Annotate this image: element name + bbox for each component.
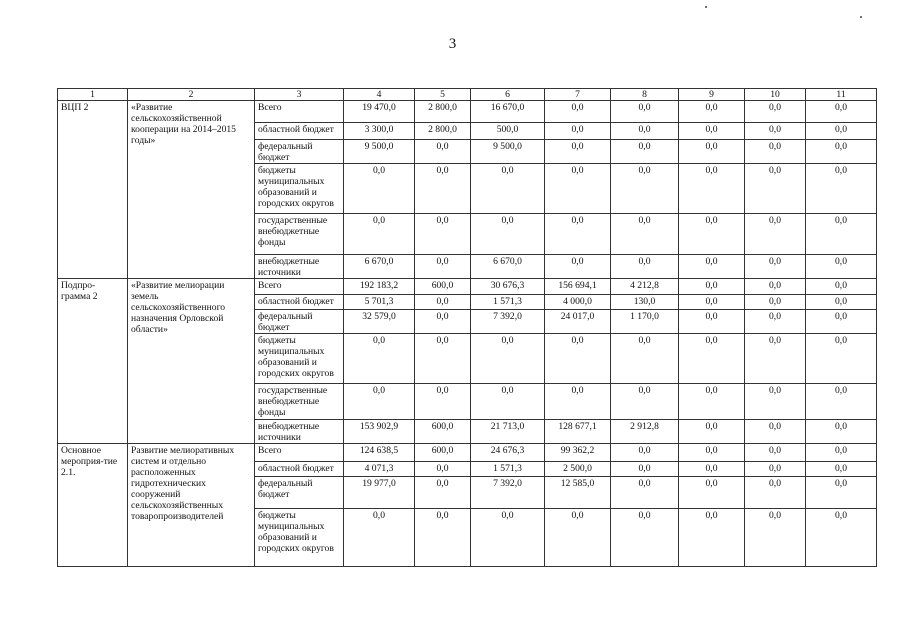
amount-cell: 0,0 (415, 140, 471, 164)
amount-cell: 0,0 (679, 255, 745, 279)
amount-cell: 0,0 (415, 334, 471, 384)
amount-cell: 0,0 (745, 420, 806, 444)
funding-source-cell: государственные внебюджетные фонды (255, 384, 344, 420)
amount-cell: 0,0 (679, 384, 745, 420)
amount-cell: 0,0 (806, 279, 877, 295)
funding-source-cell: внебюджетные источники (255, 420, 344, 444)
amount-cell: 0,0 (545, 164, 611, 214)
amount-cell: 4 071,3 (344, 462, 415, 477)
column-number: 2 (128, 89, 255, 101)
amount-cell: 6 670,0 (471, 255, 545, 279)
amount-cell: 0,0 (679, 140, 745, 164)
amount-cell: 0,0 (415, 255, 471, 279)
amount-cell: 128 677,1 (545, 420, 611, 444)
funding-source-cell: областной бюджет (255, 295, 344, 310)
amount-cell: 0,0 (679, 279, 745, 295)
amount-cell: 0,0 (679, 509, 745, 567)
funding-source-cell: бюджеты муниципальных образований и городских округов (255, 509, 344, 567)
amount-cell: 0,0 (344, 214, 415, 255)
program-code-cell: Основное мероприя-тие 2.1. (58, 444, 128, 567)
column-number-row (58, 89, 877, 101)
amount-cell: 0,0 (806, 164, 877, 214)
amount-cell: 0,0 (415, 477, 471, 509)
amount-cell: 0,0 (415, 295, 471, 310)
scan-speck (705, 6, 707, 8)
amount-cell: 0,0 (344, 384, 415, 420)
amount-cell: 32 579,0 (344, 310, 415, 334)
amount-cell: 0,0 (611, 255, 679, 279)
amount-cell: 0,0 (611, 214, 679, 255)
amount-cell: 7 392,0 (471, 310, 545, 334)
scan-speck (860, 16, 862, 18)
column-number: 11 (806, 89, 877, 101)
table-row (58, 101, 877, 123)
amount-cell: 19 470,0 (344, 101, 415, 123)
page-number: 3 (448, 36, 457, 52)
program-name-cell: «Развитие мелиорации земель сельскохозяйственного назначения Орловской области» (128, 279, 255, 444)
amount-cell: 0,0 (344, 509, 415, 567)
column-number: 1 (58, 89, 128, 101)
amount-cell: 2 500,0 (545, 462, 611, 477)
amount-cell: 500,0 (471, 123, 545, 140)
amount-cell: 0,0 (415, 164, 471, 214)
amount-cell: 0,0 (745, 509, 806, 567)
program-name-cell: Развитие мелиоративных систем и отдельно расположенных гидротехнических сооружений сельскохозяйственных товаропроизводителей (128, 444, 255, 567)
amount-cell: 0,0 (679, 164, 745, 214)
amount-cell: 0,0 (611, 101, 679, 123)
funding-source-cell: внебюджетные источники (255, 255, 344, 279)
amount-cell: 0,0 (806, 420, 877, 444)
program-code-cell: Подпро-грамма 2 (58, 279, 128, 444)
amount-cell: 0,0 (471, 384, 545, 420)
amount-cell: 0,0 (806, 334, 877, 384)
budget-table (57, 88, 877, 567)
amount-cell: 124 638,5 (344, 444, 415, 462)
amount-cell: 0,0 (679, 295, 745, 310)
amount-cell: 0,0 (745, 334, 806, 384)
amount-cell: 0,0 (471, 214, 545, 255)
amount-cell: 600,0 (415, 279, 471, 295)
amount-cell: 0,0 (471, 334, 545, 384)
amount-cell: 0,0 (745, 310, 806, 334)
amount-cell: 2 800,0 (415, 101, 471, 123)
amount-cell: 0,0 (679, 123, 745, 140)
amount-cell: 0,0 (611, 140, 679, 164)
amount-cell: 0,0 (679, 214, 745, 255)
amount-cell: 0,0 (611, 509, 679, 567)
amount-cell: 16 670,0 (471, 101, 545, 123)
amount-cell: 0,0 (806, 101, 877, 123)
amount-cell: 1 170,0 (611, 310, 679, 334)
amount-cell: 0,0 (745, 477, 806, 509)
amount-cell: 0,0 (611, 334, 679, 384)
funding-source-cell: Всего (255, 101, 344, 123)
funding-source-cell: федеральный бюджет (255, 310, 344, 334)
amount-cell: 4 212,8 (611, 279, 679, 295)
amount-cell: 0,0 (745, 279, 806, 295)
amount-cell: 19 977,0 (344, 477, 415, 509)
amount-cell: 0,0 (806, 477, 877, 509)
amount-cell: 153 902,9 (344, 420, 415, 444)
amount-cell: 0,0 (806, 255, 877, 279)
amount-cell: 156 694,1 (545, 279, 611, 295)
amount-cell: 600,0 (415, 420, 471, 444)
amount-cell: 0,0 (745, 164, 806, 214)
amount-cell: 5 701,3 (344, 295, 415, 310)
amount-cell: 0,0 (611, 462, 679, 477)
amount-cell: 0,0 (471, 164, 545, 214)
funding-source-cell: государственные внебюджетные фонды (255, 214, 344, 255)
amount-cell: 12 585,0 (545, 477, 611, 509)
amount-cell: 0,0 (545, 214, 611, 255)
amount-cell: 0,0 (806, 384, 877, 420)
amount-cell: 2 912,8 (611, 420, 679, 444)
amount-cell: 0,0 (471, 509, 545, 567)
amount-cell: 30 676,3 (471, 279, 545, 295)
column-number: 6 (471, 89, 545, 101)
amount-cell: 0,0 (806, 295, 877, 310)
amount-cell: 0,0 (679, 444, 745, 462)
column-number: 10 (745, 89, 806, 101)
funding-source-cell: бюджеты муниципальных образований и городских округов (255, 334, 344, 384)
funding-source-cell: федеральный бюджет (255, 140, 344, 164)
amount-cell: 0,0 (679, 462, 745, 477)
amount-cell: 0,0 (745, 295, 806, 310)
amount-cell: 0,0 (545, 384, 611, 420)
amount-cell: 0,0 (745, 444, 806, 462)
amount-cell: 0,0 (806, 140, 877, 164)
amount-cell: 0,0 (745, 214, 806, 255)
amount-cell: 9 500,0 (344, 140, 415, 164)
budget-table-body (58, 89, 877, 567)
program-code-cell: ВЦП 2 (58, 101, 128, 279)
amount-cell: 0,0 (344, 334, 415, 384)
amount-cell: 0,0 (806, 509, 877, 567)
amount-cell: 0,0 (545, 140, 611, 164)
amount-cell: 4 000,0 (545, 295, 611, 310)
amount-cell: 0,0 (679, 420, 745, 444)
amount-cell: 99 362,2 (545, 444, 611, 462)
amount-cell: 0,0 (545, 334, 611, 384)
amount-cell: 6 670,0 (344, 255, 415, 279)
program-name-cell: «Развитие сельскохозяйственной кооперации на 2014–2015 годы» (128, 101, 255, 279)
amount-cell: 0,0 (344, 164, 415, 214)
column-number: 9 (679, 89, 745, 101)
funding-source-cell: областной бюджет (255, 123, 344, 140)
amount-cell: 1 571,3 (471, 462, 545, 477)
funding-source-cell: Всего (255, 444, 344, 462)
funding-source-cell: областной бюджет (255, 462, 344, 477)
amount-cell: 0,0 (745, 140, 806, 164)
amount-cell: 600,0 (415, 444, 471, 462)
amount-cell: 0,0 (806, 214, 877, 255)
column-number: 8 (611, 89, 679, 101)
amount-cell: 0,0 (745, 101, 806, 123)
amount-cell: 130,0 (611, 295, 679, 310)
amount-cell: 0,0 (806, 444, 877, 462)
amount-cell: 0,0 (745, 123, 806, 140)
amount-cell: 0,0 (611, 123, 679, 140)
amount-cell: 192 183,2 (344, 279, 415, 295)
amount-cell: 0,0 (545, 101, 611, 123)
amount-cell: 0,0 (611, 384, 679, 420)
amount-cell: 24 676,3 (471, 444, 545, 462)
amount-cell: 24 017,0 (545, 310, 611, 334)
amount-cell: 2 800,0 (415, 123, 471, 140)
funding-source-cell: Всего (255, 279, 344, 295)
column-number: 4 (344, 89, 415, 101)
table-row (58, 444, 877, 462)
amount-cell: 0,0 (415, 509, 471, 567)
amount-cell: 0,0 (745, 462, 806, 477)
amount-cell: 7 392,0 (471, 477, 545, 509)
amount-cell: 0,0 (415, 310, 471, 334)
amount-cell: 0,0 (679, 334, 745, 384)
amount-cell: 0,0 (611, 477, 679, 509)
funding-source-cell: федеральный бюджет (255, 477, 344, 509)
amount-cell: 0,0 (415, 214, 471, 255)
amount-cell: 0,0 (679, 477, 745, 509)
column-number: 3 (255, 89, 344, 101)
amount-cell: 0,0 (679, 101, 745, 123)
amount-cell: 3 300,0 (344, 123, 415, 140)
amount-cell: 0,0 (545, 255, 611, 279)
amount-cell: 21 713,0 (471, 420, 545, 444)
amount-cell: 0,0 (806, 310, 877, 334)
amount-cell: 0,0 (745, 384, 806, 420)
amount-cell: 0,0 (545, 123, 611, 140)
amount-cell: 0,0 (611, 444, 679, 462)
column-number: 5 (415, 89, 471, 101)
amount-cell: 0,0 (611, 164, 679, 214)
amount-cell: 1 571,3 (471, 295, 545, 310)
funding-source-cell: бюджеты муниципальных образований и городских округов (255, 164, 344, 214)
column-number: 7 (545, 89, 611, 101)
amount-cell: 0,0 (415, 384, 471, 420)
table-row (58, 279, 877, 295)
amount-cell: 0,0 (415, 462, 471, 477)
amount-cell: 0,0 (545, 509, 611, 567)
amount-cell: 0,0 (806, 462, 877, 477)
amount-cell: 0,0 (806, 123, 877, 140)
amount-cell: 9 500,0 (471, 140, 545, 164)
amount-cell: 0,0 (745, 255, 806, 279)
amount-cell: 0,0 (679, 310, 745, 334)
